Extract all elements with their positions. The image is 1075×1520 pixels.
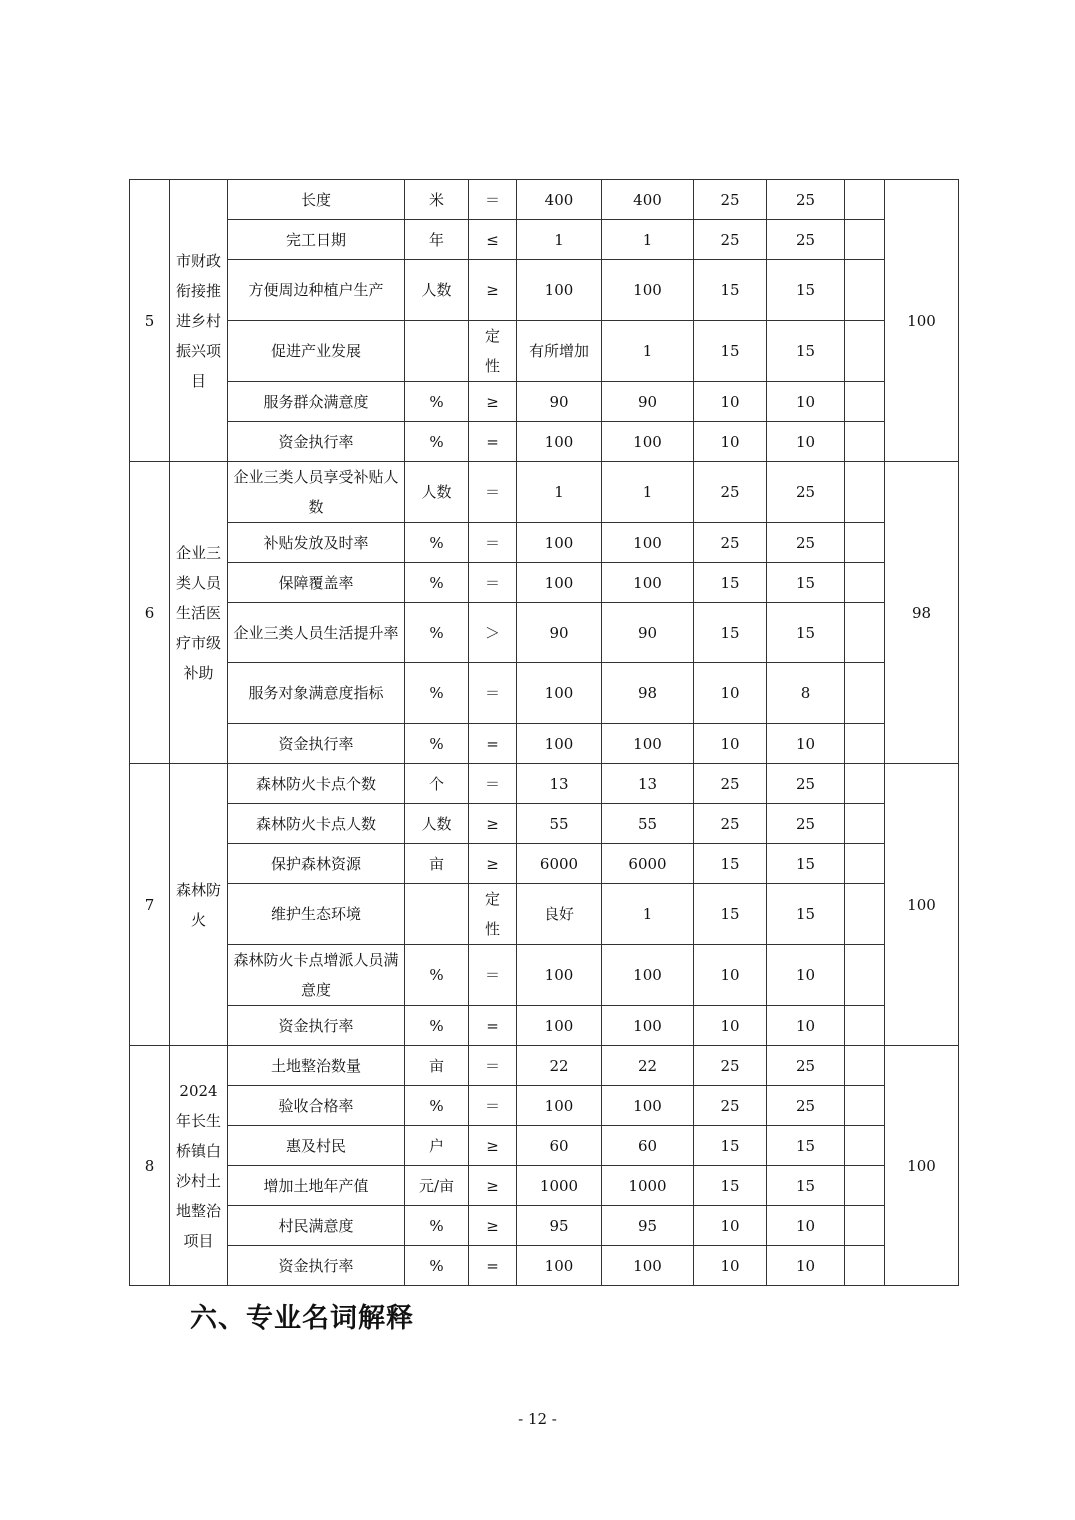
weight-cell: 25 (694, 180, 767, 220)
table-row (130, 603, 959, 663)
unit-cell: 人数 (405, 462, 469, 523)
target-value-cell: 90 (517, 603, 602, 663)
target-value-cell: 400 (517, 180, 602, 220)
target-value-cell: 100 (517, 724, 602, 764)
target-value-cell: 100 (517, 1246, 602, 1286)
actual-value-cell: 100 (602, 523, 694, 563)
operator-cell: ＝ (469, 764, 517, 804)
actual-value-cell: 100 (602, 1006, 694, 1046)
table-row (130, 764, 959, 804)
remark-cell (845, 1166, 885, 1206)
project-number: 8 (130, 1046, 170, 1286)
operator-cell: ＝ (469, 180, 517, 220)
unit-cell: % (405, 603, 469, 663)
weight-cell: 15 (694, 1166, 767, 1206)
table-row (130, 260, 959, 321)
target-value-cell: 1 (517, 220, 602, 260)
operator-cell: ＝ (469, 523, 517, 563)
score-got-cell: 15 (767, 321, 845, 382)
table-row (130, 523, 959, 563)
unit-cell: % (405, 663, 469, 724)
weight-cell: 25 (694, 1086, 767, 1126)
target-value-cell: 良好 (517, 884, 602, 945)
table-row (130, 321, 959, 382)
indicator-cell: 方便周边种植户生产 (228, 260, 405, 321)
unit-cell: 年 (405, 220, 469, 260)
score-got-cell: 15 (767, 1166, 845, 1206)
indicator-cell: 森林防火卡点人数 (228, 804, 405, 844)
unit-cell: % (405, 563, 469, 603)
operator-cell: ＝ (469, 1046, 517, 1086)
unit-cell: 亩 (405, 844, 469, 884)
page-number: - 12 - (518, 1410, 557, 1428)
project-name: 2024年长生桥镇白沙村土地整治项目 (170, 1046, 228, 1286)
target-value-cell: 100 (517, 945, 602, 1006)
table-row (130, 884, 959, 945)
score-got-cell: 10 (767, 724, 845, 764)
unit-cell: % (405, 1246, 469, 1286)
project-score: 100 (885, 1046, 959, 1286)
remark-cell (845, 563, 885, 603)
weight-cell: 25 (694, 523, 767, 563)
score-got-cell: 15 (767, 1126, 845, 1166)
target-value-cell: 6000 (517, 844, 602, 884)
table-row (130, 1046, 959, 1086)
actual-value-cell: 100 (602, 563, 694, 603)
unit-cell: % (405, 382, 469, 422)
target-value-cell: 90 (517, 382, 602, 422)
target-value-cell: 22 (517, 1046, 602, 1086)
target-value-cell: 1 (517, 462, 602, 523)
unit-cell: % (405, 1206, 469, 1246)
remark-cell (845, 1206, 885, 1246)
score-got-cell: 15 (767, 260, 845, 321)
actual-value-cell: 90 (602, 382, 694, 422)
score-got-cell: 25 (767, 462, 845, 523)
operator-cell: ＞ (469, 603, 517, 663)
remark-cell (845, 382, 885, 422)
unit-cell: 人数 (405, 260, 469, 321)
actual-value-cell: 90 (602, 603, 694, 663)
unit-cell: 米 (405, 180, 469, 220)
score-got-cell: 25 (767, 1046, 845, 1086)
table-row (130, 1206, 959, 1246)
project-number: 6 (130, 462, 170, 764)
indicator-cell: 森林防火卡点个数 (228, 764, 405, 804)
indicator-cell: 资金执行率 (228, 724, 405, 764)
project-name: 市财政衔接推进乡村振兴项目 (170, 180, 228, 462)
unit-cell: % (405, 523, 469, 563)
operator-cell: = (469, 1246, 517, 1286)
indicator-cell: 服务群众满意度 (228, 382, 405, 422)
project-score: 98 (885, 462, 959, 764)
unit-cell: 个 (405, 764, 469, 804)
unit-cell: % (405, 1086, 469, 1126)
weight-cell: 25 (694, 220, 767, 260)
operator-cell: ≥ (469, 382, 517, 422)
score-got-cell: 25 (767, 180, 845, 220)
indicator-cell: 企业三类人员生活提升率 (228, 603, 405, 663)
remark-cell (845, 1086, 885, 1126)
project-score: 100 (885, 764, 959, 1046)
score-got-cell: 15 (767, 603, 845, 663)
operator-cell: 定性 (469, 884, 517, 945)
actual-value-cell: 13 (602, 764, 694, 804)
indicator-cell: 资金执行率 (228, 422, 405, 462)
remark-cell (845, 603, 885, 663)
operator-cell: ＝ (469, 663, 517, 724)
weight-cell: 10 (694, 382, 767, 422)
target-value-cell: 100 (517, 563, 602, 603)
unit-cell: % (405, 422, 469, 462)
project-name: 森林防火 (170, 764, 228, 1046)
remark-cell (845, 844, 885, 884)
table-body (130, 180, 959, 1286)
remark-cell (845, 724, 885, 764)
actual-value-cell: 95 (602, 1206, 694, 1246)
operator-cell: ＝ (469, 945, 517, 1006)
actual-value-cell: 1 (602, 884, 694, 945)
table-row (130, 422, 959, 462)
score-got-cell: 10 (767, 1246, 845, 1286)
target-value-cell: 100 (517, 1086, 602, 1126)
table-row (130, 462, 959, 523)
score-got-cell: 25 (767, 804, 845, 844)
remark-cell (845, 523, 885, 563)
remark-cell (845, 180, 885, 220)
score-got-cell: 25 (767, 220, 845, 260)
score-got-cell: 10 (767, 422, 845, 462)
score-got-cell: 10 (767, 382, 845, 422)
actual-value-cell: 60 (602, 1126, 694, 1166)
weight-cell: 10 (694, 724, 767, 764)
project-score: 100 (885, 180, 959, 462)
indicator-cell: 企业三类人员享受补贴人数 (228, 462, 405, 523)
remark-cell (845, 220, 885, 260)
weight-cell: 15 (694, 321, 767, 382)
unit-cell: % (405, 1006, 469, 1046)
actual-value-cell: 100 (602, 422, 694, 462)
operator-cell: ≥ (469, 1206, 517, 1246)
remark-cell (845, 1046, 885, 1086)
table-row (130, 180, 959, 220)
indicator-cell: 土地整治数量 (228, 1046, 405, 1086)
weight-cell: 15 (694, 844, 767, 884)
score-got-cell: 15 (767, 844, 845, 884)
operator-cell: ≥ (469, 804, 517, 844)
score-got-cell: 10 (767, 945, 845, 1006)
indicator-cell: 保护森林资源 (228, 844, 405, 884)
score-got-cell: 15 (767, 563, 845, 603)
table-row (130, 945, 959, 1006)
actual-value-cell: 6000 (602, 844, 694, 884)
target-value-cell: 100 (517, 1006, 602, 1046)
weight-cell: 15 (694, 1126, 767, 1166)
table-row (130, 1126, 959, 1166)
target-value-cell: 100 (517, 422, 602, 462)
remark-cell (845, 462, 885, 523)
remark-cell (845, 764, 885, 804)
actual-value-cell: 100 (602, 724, 694, 764)
remark-cell (845, 422, 885, 462)
indicator-cell: 服务对象满意度指标 (228, 663, 405, 724)
weight-cell: 10 (694, 422, 767, 462)
target-value-cell: 60 (517, 1126, 602, 1166)
unit-cell: 人数 (405, 804, 469, 844)
indicator-cell: 村民满意度 (228, 1206, 405, 1246)
indicator-cell: 资金执行率 (228, 1006, 405, 1046)
score-got-cell: 10 (767, 1006, 845, 1046)
operator-cell: ≥ (469, 844, 517, 884)
unit-cell (405, 884, 469, 945)
remark-cell (845, 884, 885, 945)
score-got-cell: 25 (767, 764, 845, 804)
actual-value-cell: 100 (602, 945, 694, 1006)
target-value-cell: 95 (517, 1206, 602, 1246)
operator-cell: 定性 (469, 321, 517, 382)
table-row (130, 804, 959, 844)
weight-cell: 10 (694, 1246, 767, 1286)
target-value-cell: 13 (517, 764, 602, 804)
actual-value-cell: 1000 (602, 1166, 694, 1206)
weight-cell: 25 (694, 1046, 767, 1086)
table-row (130, 663, 959, 724)
indicator-cell: 完工日期 (228, 220, 405, 260)
actual-value-cell: 1 (602, 462, 694, 523)
indicator-cell: 促进产业发展 (228, 321, 405, 382)
unit-cell: 元/亩 (405, 1166, 469, 1206)
target-value-cell: 1000 (517, 1166, 602, 1206)
weight-cell: 10 (694, 1206, 767, 1246)
target-value-cell: 100 (517, 663, 602, 724)
operator-cell: ≤ (469, 220, 517, 260)
unit-cell: % (405, 724, 469, 764)
operator-cell: = (469, 1006, 517, 1046)
table-row (130, 1166, 959, 1206)
remark-cell (845, 945, 885, 1006)
table-row (130, 220, 959, 260)
target-value-cell: 有所增加 (517, 321, 602, 382)
target-value-cell: 55 (517, 804, 602, 844)
table-row (130, 1006, 959, 1046)
actual-value-cell: 22 (602, 1046, 694, 1086)
weight-cell: 10 (694, 1006, 767, 1046)
table-row (130, 1086, 959, 1126)
actual-value-cell: 100 (602, 1086, 694, 1126)
score-got-cell: 10 (767, 1206, 845, 1246)
operator-cell: ≥ (469, 1166, 517, 1206)
operator-cell: ＝ (469, 462, 517, 523)
operator-cell: = (469, 724, 517, 764)
remark-cell (845, 804, 885, 844)
table-row (130, 563, 959, 603)
indicator-cell: 资金执行率 (228, 1246, 405, 1286)
indicator-cell: 森林防火卡点增派人员满意度 (228, 945, 405, 1006)
table-row (130, 1246, 959, 1286)
operator-cell: ≥ (469, 260, 517, 321)
indicator-cell: 补贴发放及时率 (228, 523, 405, 563)
weight-cell: 25 (694, 462, 767, 523)
score-got-cell: 8 (767, 663, 845, 724)
operator-cell: ≥ (469, 1126, 517, 1166)
indicator-cell: 保障覆盖率 (228, 563, 405, 603)
unit-cell: % (405, 945, 469, 1006)
weight-cell: 15 (694, 563, 767, 603)
score-got-cell: 25 (767, 1086, 845, 1126)
actual-value-cell: 1 (602, 321, 694, 382)
unit-cell (405, 321, 469, 382)
unit-cell: 户 (405, 1126, 469, 1166)
actual-value-cell: 100 (602, 260, 694, 321)
weight-cell: 15 (694, 884, 767, 945)
weight-cell: 15 (694, 260, 767, 321)
score-got-cell: 25 (767, 523, 845, 563)
score-got-cell: 15 (767, 884, 845, 945)
operator-cell: ＝ (469, 563, 517, 603)
weight-cell: 15 (694, 603, 767, 663)
target-value-cell: 100 (517, 260, 602, 321)
operator-cell: ＝ (469, 1086, 517, 1126)
remark-cell (845, 1126, 885, 1166)
project-number: 5 (130, 180, 170, 462)
actual-value-cell: 98 (602, 663, 694, 724)
project-number: 7 (130, 764, 170, 1046)
weight-cell: 10 (694, 945, 767, 1006)
remark-cell (845, 321, 885, 382)
indicator-cell: 长度 (228, 180, 405, 220)
weight-cell: 10 (694, 663, 767, 724)
actual-value-cell: 55 (602, 804, 694, 844)
actual-value-cell: 1 (602, 220, 694, 260)
remark-cell (845, 663, 885, 724)
project-name: 企业三类人员生活医疗市级补助 (170, 462, 228, 764)
performance-table (129, 179, 959, 1286)
actual-value-cell: 100 (602, 1246, 694, 1286)
actual-value-cell: 400 (602, 180, 694, 220)
remark-cell (845, 1006, 885, 1046)
remark-cell (845, 260, 885, 321)
operator-cell: = (469, 422, 517, 462)
weight-cell: 25 (694, 804, 767, 844)
indicator-cell: 惠及村民 (228, 1126, 405, 1166)
remark-cell (845, 1246, 885, 1286)
indicator-cell: 增加土地年产值 (228, 1166, 405, 1206)
table-row (130, 844, 959, 884)
table-row (130, 382, 959, 422)
target-value-cell: 100 (517, 523, 602, 563)
table-row (130, 724, 959, 764)
weight-cell: 25 (694, 764, 767, 804)
indicator-cell: 维护生态环境 (228, 884, 405, 945)
indicator-cell: 验收合格率 (228, 1086, 405, 1126)
unit-cell: 亩 (405, 1046, 469, 1086)
section-heading: 六、专业名词解释 (190, 1303, 414, 1334)
